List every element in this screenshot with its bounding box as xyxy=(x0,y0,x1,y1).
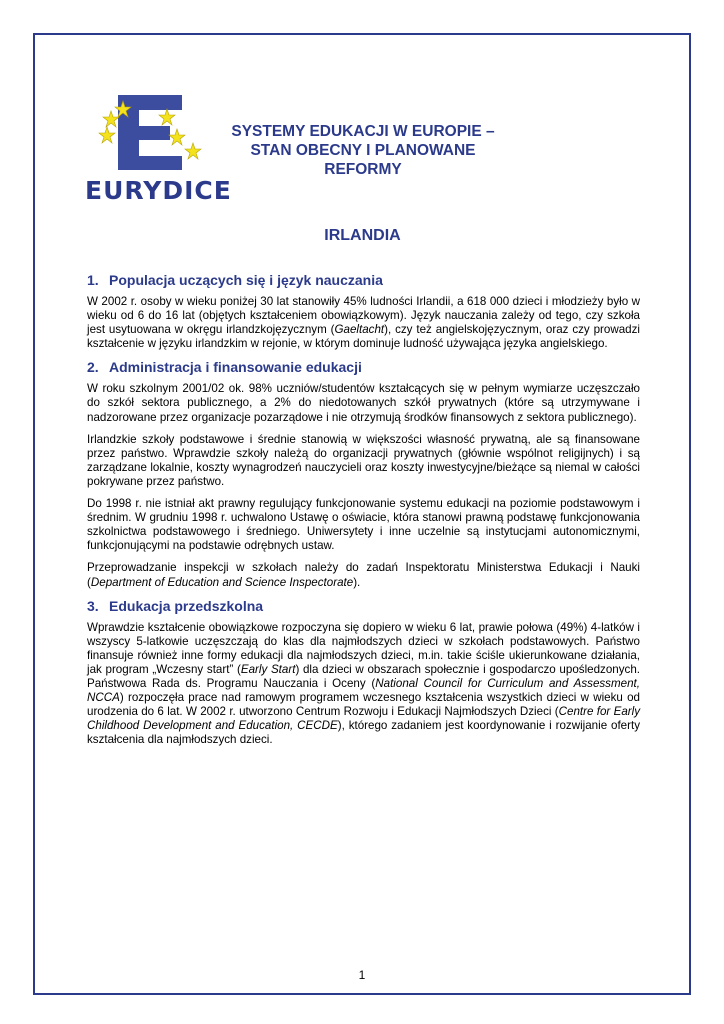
section-heading xyxy=(87,598,640,615)
page-number: 1 xyxy=(358,968,366,982)
italic-text: Centre for Early Childhood Development and Education, CECDE xyxy=(87,705,641,733)
paragraph xyxy=(87,295,640,351)
text-run: Irlandzkie szkoły podstawowe i średnie stanowią w większości własność prywatną, ale są finansowane przez państwo. Wprawdzie szkoły należą do organizacji prywatnych (głównie wspólnot religijnych) i są zarządzane lokalnie, koszty wynagrodzeń nauczycieli oraz koszty inwestycyjne/bieżące są niemal w całości pokrywane przez państwo. xyxy=(87,432,640,488)
paragraph xyxy=(87,561,640,589)
text-run: Wprawdzie kształcenie obowiązkowe rozpoczyna się dopiero w wieku 6 lat, prawie połowa (49%) 4-latków i wszyscy 5-latkowie uczęszczają do klas dla najmłodszych dzieci w szkołach podstawowych. Państwo finansuje również inne formy edukacji dla najmłodszych dzieci, m.in. takie ściśle ukierunkowane działania, jak program „Wczesny start” ( xyxy=(87,620,640,676)
text-run: ) dla dzieci w obszarach społecznie i gospodarczo upośledzonych. Państwowa Rada ds. Programu Nauczania i Oceny ( xyxy=(87,662,640,690)
star-icon xyxy=(185,143,201,159)
paragraph xyxy=(87,621,640,748)
star-icon xyxy=(99,127,115,143)
document-title: SYSTEMY EDUKACJI W EUROPIE – STAN OBECNY I PLANOWANE REFORMY xyxy=(231,123,495,178)
italic-text: Gaeltacht xyxy=(334,323,385,337)
section xyxy=(87,272,640,351)
paragraph xyxy=(87,433,640,489)
text-run: ), którego zadaniem jest koordynowanie i rozwijanie oferty kształcenia dla najmłodszych dzieci. xyxy=(87,719,641,747)
section-number: 1. xyxy=(87,272,99,288)
section-title: Edukacja przedszkolna xyxy=(109,597,264,614)
text-run: ) rozpoczęła prace nad ramowym programem wczesnego kształcenia wszystkich dzieci w wieku od urodzenia do 6 lat. W 2002 r. utworzono Centrum Rozwoju i Edukacji Najmłodszych Dzieci ( xyxy=(87,691,640,719)
logo-wordmark: EURYDICE xyxy=(85,176,232,205)
section-title: Administracja i finansowanie edukacji xyxy=(109,359,362,376)
logo-letter-e xyxy=(117,94,183,171)
section-heading xyxy=(87,272,640,289)
section xyxy=(87,598,640,748)
text-run: ). xyxy=(353,575,361,589)
section-number: 3. xyxy=(87,597,99,614)
document-body xyxy=(87,272,640,755)
text-run: W 2002 r. osoby w wieku poniżej 30 lat stanowiły 45% ludności Irlandii, a 618 000 dzieci i młodzieży było w wieku od 6 do 16 lat (objętych kształceniem obowiązkowym). Język nauczania zależy od tego, czy szkoła jest usytuowana w okręgu irlandzkojęzycznym ( xyxy=(87,295,640,337)
paragraph xyxy=(87,497,640,553)
text-run: W roku szkolnym 2001/02 ok. 98% uczniów/studentów kształcących się w pełnym wymiarze uczęszczało do szkół sektora publicznego, a 2% do niedotowanych szkół prywatnych (które są utrzymywane i nadzorowane przez organizacje pozarządowe i nie otrzymują środków finansowych z sektora publicznego). xyxy=(87,382,640,424)
paragraph xyxy=(87,382,640,424)
text-run: Przeprowadzanie inspekcji w szkołach należy do zadań Inspektoratu Ministerstwa Edukacji i Nauki ( xyxy=(87,561,640,589)
section-title: Populacja uczących się i język nauczania xyxy=(109,272,383,288)
text-run: Do 1998 r. nie istniał akt prawny regulujący funkcjonowanie systemu edukacji na poziomie podstawowym i średnim. W grudniu 1998 r. uchwalono Ustawę o oświacie, która stanowi prawną podstawę funkcjonowania szkolnictwa podstawowego i średniego. Uniwersytety i inne uczelnie są instytucjami autonomicznymi, funkcjonującymi na podstawie odrębnych ustaw. xyxy=(87,497,640,553)
text-run: ), czy też angielskojęzycznym, oraz czy prowadzi kształcenie w języku irlandzkim w rejonie, w którym dominuje ludność używająca języka angielskiego. xyxy=(87,323,640,351)
italic-text: Department of Education and Science Inspectorate xyxy=(90,575,354,589)
italic-text: National Council for Curriculum and Assessment, NCCA xyxy=(87,676,640,705)
section-heading xyxy=(87,359,640,376)
italic-text: Early Start xyxy=(240,662,296,676)
country-heading: IRLANDIA xyxy=(324,227,401,244)
section xyxy=(87,359,640,589)
section-number: 2. xyxy=(87,359,99,376)
